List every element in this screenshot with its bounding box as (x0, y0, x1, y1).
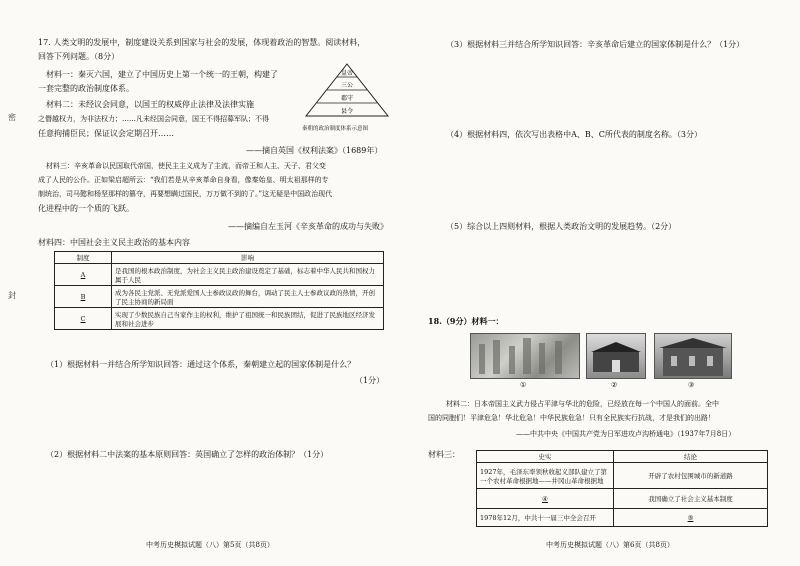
margin-mark: 密 (8, 113, 16, 122)
question-4: （4）根据材料四，依次写出表格中A、B、C所代表的制度名称。（3分） (446, 130, 702, 139)
gate-photo (586, 333, 646, 379)
material2-line: 材料二：日本帝国主义武力侵占平津与华北的危险，已经放在每一个中国人的面前。全中 (446, 400, 719, 408)
exam-page-right (400, 0, 800, 566)
table-header: 制度 (55, 252, 112, 264)
source-citation: ——摘编自左玉河《辛亥革命的成功与失败》 (228, 222, 388, 231)
question-1: （1）根据材料一并结合所学知识回答：通过这个体系，秦朝建立起的国家体制是什么？ (46, 360, 356, 369)
material4-title: 材料四：中国社会主义民主政治的基本内容 (38, 238, 190, 247)
q17-line: 之僭越权力，为非法权力；……凡未经国会同意，国王不得招募军队；不得 (38, 115, 269, 123)
table-cell-label: A (55, 264, 112, 286)
q17-line: 成了人民的公仆。正如梁启超所云：“我们若是从辛亥革命自身看，像秦始皇、明太祖那样的专 (38, 176, 329, 184)
page-footer: 中考历史模拟试题（八）第5页（共8页） (146, 541, 274, 549)
q17-line: 一套完整的政治制度体系。 (38, 84, 134, 93)
question-2: （2）根据材料二中法案的基本原则回答：英国确立了怎样的政治体制？（1分） (46, 450, 329, 459)
page-footer: 中考历史模拟试题（八）第6页（共8页） (546, 541, 674, 549)
table-cell-conclusion: 开辟了农村包围城市的新道路 (614, 463, 768, 489)
pyramid-level: 三公 (340, 82, 354, 89)
photo-caption: ① (520, 381, 527, 389)
question-1-score: （1分） (355, 376, 385, 385)
table-cell-text: 成为各民主党派、无党派爱国人士参政议政的舞台，调动了民主人士参政议政的热情，开创了民主协商的新局面 (112, 286, 384, 308)
q17-line: 17. 人类文明的发展中，制度建设关系到国家与社会的发展，体现着政治的智慧。阅读材料， (38, 38, 366, 47)
relief-photo (470, 333, 580, 379)
q17-line: 回答下列问题。（8分） (38, 52, 120, 61)
q17-line: 制统治，司马懿和杨坚那样的篡夺，再要想瞒过国民，万万做不到的了。”这无疑是中国政治现代 (38, 190, 333, 198)
table-cell-fact: ④ (477, 489, 614, 509)
photo-caption: ② (611, 381, 618, 389)
margin-mark: 封 (8, 291, 16, 300)
pyramid-level: 县令 (340, 108, 354, 115)
table-cell-text: 是我国的根本政治制度，为社会主义民主政治建设奠定了基础，标志着中华人民共和国权力属于人民 (112, 264, 384, 286)
table-cell-label: B (55, 286, 112, 308)
pyramid-diagram (302, 62, 392, 132)
pyramid-level: 郡守 (340, 95, 354, 102)
material3-table (476, 450, 768, 527)
table-cell-label: C (55, 308, 112, 330)
question-5: （5）综合以上四则材料，根据人类政治文明的发展趋势。（2分） (446, 222, 677, 231)
material3-label: 材料三： (428, 450, 460, 459)
source-citation: ——中共中央《中国共产党为日军进攻卢沟桥通电》（1937年7月8日） (516, 430, 736, 438)
question-3: （3）根据材料三并结合所学知识回答：辛亥革命后建立的国家体制是什么？（1分） (446, 40, 745, 49)
table-cell-fact: 1978年12月，中共十一届三中全会召开 (477, 509, 614, 527)
pyramid-level: 皇帝 (340, 70, 354, 77)
table-cell-fact: 1927年，毛泽东率领秋收起义部队建立了第一个农村革命根据地——井冈山革命根据地 (477, 463, 614, 489)
q17-line: 任意拘捕臣民；保证议会定期召开…… (38, 129, 174, 138)
q17-line: 材料二：未经议会同意，以国王的权威停止法律及法律实施 (46, 100, 254, 109)
q17-line: 材料三：辛亥革命以民国取代帝国，使民主主义成为了主流，而帝王和人主、天子、君父变 (46, 162, 326, 170)
material4-table (54, 251, 384, 330)
pyramid-caption: 秦朝的政治制度体系示意图 (302, 126, 369, 132)
q17-line: 材料一：秦灭六国，建立了中国历史上第一个统一的王朝，构建了 (46, 70, 278, 79)
material2-line: 国的同胞们！平津危急！华北危急！中华民族危急！只有全民族实行抗战，才是我们的出路！ (428, 414, 715, 422)
q17-line: 化进程中的一个质的飞跃。 (38, 204, 134, 213)
building-photo (654, 333, 732, 379)
photo-caption: ③ (688, 381, 695, 389)
source-citation: ——摘自英国《权利法案》（1689年） (246, 146, 383, 155)
table-header: 史实 (477, 451, 614, 463)
q18-title: 18.（9分）材料一： (428, 316, 504, 326)
table-cell-conclusion: ⑤ (614, 509, 768, 527)
table-cell-conclusion: 我国确立了社会主义基本制度 (614, 489, 768, 509)
table-cell-text: 实现了少数民族自己当家作主的权利，维护了祖国统一和民族团结，促进了民族地区经济发展和社会进步 (112, 308, 384, 330)
table-header: 影响 (112, 252, 384, 264)
table-header: 结论 (614, 451, 768, 463)
